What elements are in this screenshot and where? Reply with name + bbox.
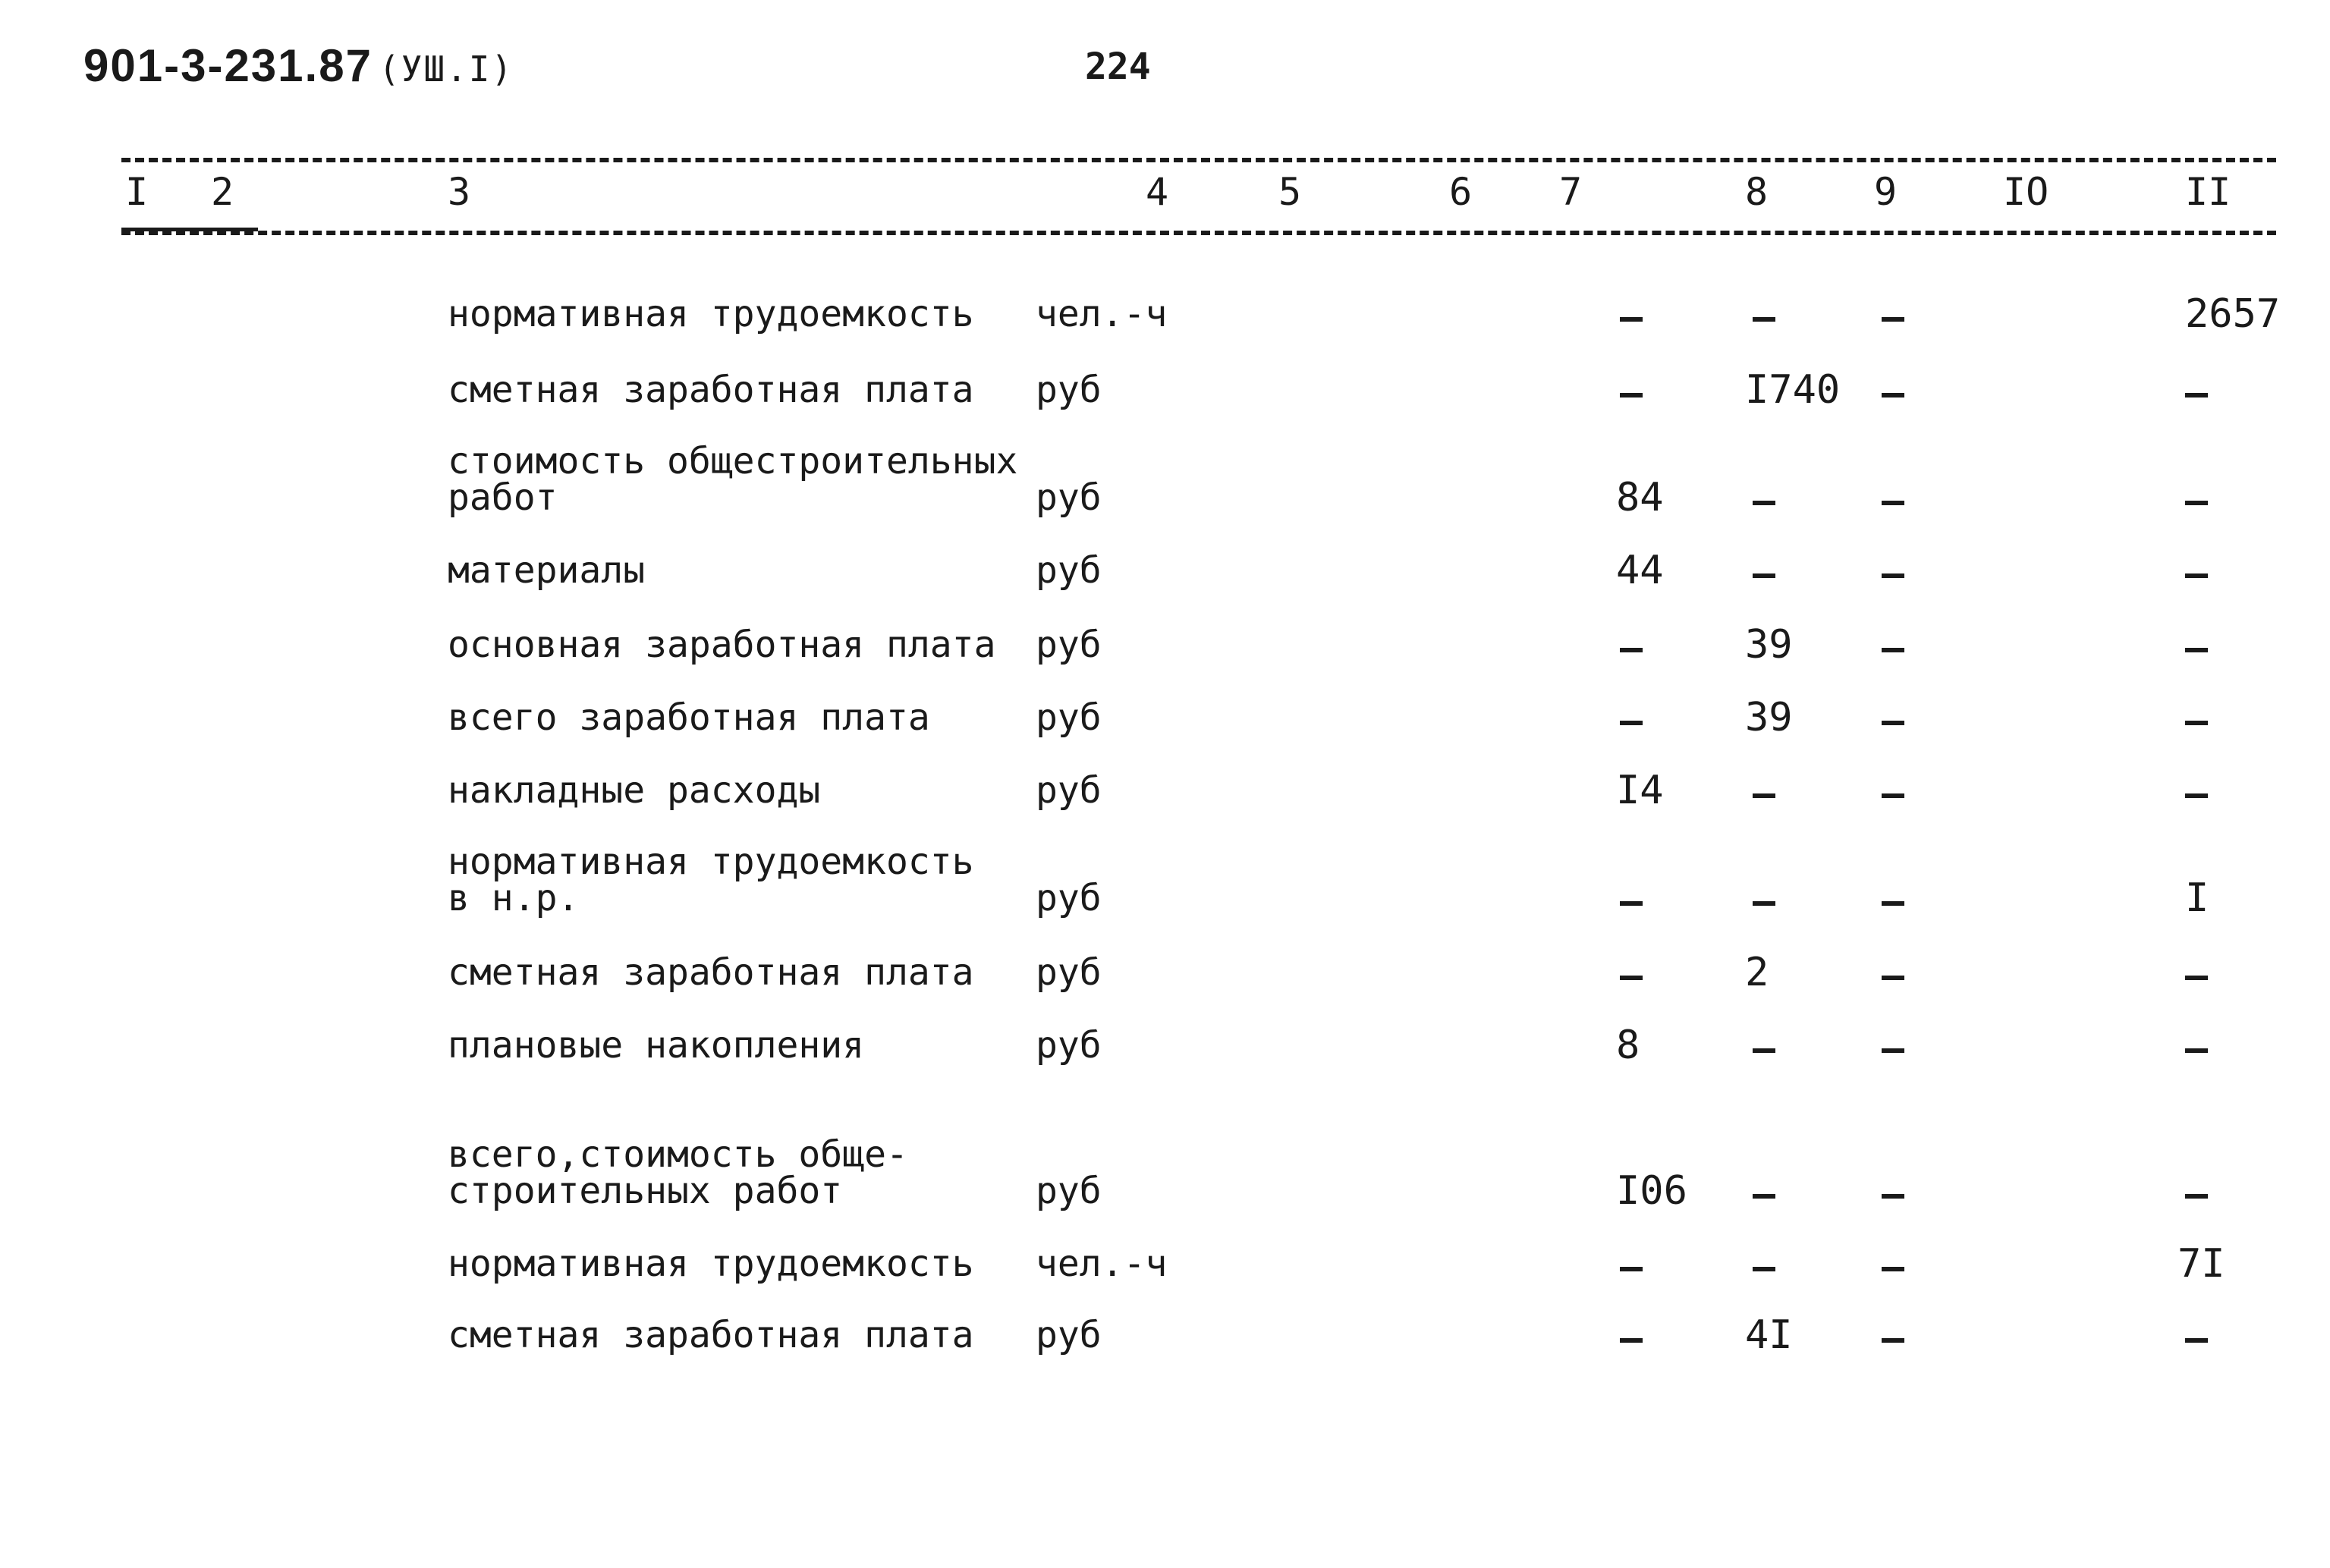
- cell-value-c7: I4: [1616, 768, 1664, 813]
- empty-dash-c8: [1753, 901, 1775, 906]
- empty-dash-c9: [1882, 1267, 1904, 1271]
- empty-dash-c7: [1620, 976, 1643, 980]
- empty-dash-c7: [1620, 393, 1643, 397]
- empty-dash-c8: [1753, 1267, 1775, 1271]
- row-label: сметная заработная плата: [448, 1314, 974, 1356]
- column-header-10: IO: [2003, 170, 2049, 214]
- empty-dash-c11: [2185, 793, 2208, 798]
- row-label: материалы: [448, 549, 646, 592]
- sheet-label: (УШ.I): [378, 49, 514, 90]
- empty-dash-c7: [1620, 648, 1643, 652]
- table-header-top-rule: [121, 158, 2276, 162]
- empty-dash-c11: [2185, 501, 2208, 505]
- empty-dash-c9: [1882, 793, 1904, 798]
- document-code-number: 901-3-231.87: [83, 40, 373, 91]
- row-unit: руб: [1036, 549, 1102, 592]
- row-unit: руб: [1036, 877, 1102, 919]
- empty-dash-c9: [1882, 901, 1904, 906]
- row-label: основная заработная плата: [448, 624, 996, 666]
- empty-dash-c9: [1882, 1194, 1904, 1199]
- empty-dash-c11: [2185, 976, 2208, 980]
- cell-value-c8: 39: [1745, 695, 1793, 740]
- table-header-bottom-rule: [121, 231, 2276, 235]
- empty-dash-c8: [1753, 317, 1775, 322]
- column-header-1: I: [125, 170, 149, 214]
- empty-dash-c9: [1882, 393, 1904, 397]
- column-header-8: 8: [1745, 170, 1769, 214]
- cell-value-c11: 7I: [2177, 1241, 2225, 1287]
- cell-value-c7: I06: [1616, 1168, 1687, 1214]
- column-header-3: 3: [448, 170, 471, 214]
- cell-value-c8: 4I: [1745, 1312, 1793, 1358]
- row-label: стоимость общестроительных: [448, 440, 1018, 482]
- empty-dash-c7: [1620, 1267, 1643, 1271]
- row-label: всего заработная плата: [448, 696, 930, 739]
- empty-dash-c8: [1753, 1048, 1775, 1053]
- row-unit: чел.-ч: [1036, 293, 1168, 335]
- empty-dash-c11: [2185, 721, 2208, 725]
- row-unit: руб: [1036, 1314, 1102, 1356]
- empty-dash-c7: [1620, 1338, 1643, 1343]
- row-label: нормативная трудоемкость: [448, 1243, 974, 1285]
- empty-dash-c7: [1620, 721, 1643, 725]
- empty-dash-c8: [1753, 793, 1775, 798]
- cell-value-c7: 84: [1616, 475, 1664, 520]
- row-label: всего,стоимость обще-: [448, 1133, 908, 1176]
- cell-value-c7: 8: [1616, 1023, 1640, 1068]
- cell-value-c11: I: [2185, 875, 2209, 921]
- row-unit: руб: [1036, 769, 1102, 812]
- empty-dash-c11: [2185, 1048, 2208, 1053]
- empty-dash-c8: [1753, 1194, 1775, 1199]
- column-1-2-underline: [121, 228, 258, 231]
- empty-dash-c7: [1620, 901, 1643, 906]
- row-label: нормативная трудоемкость: [448, 841, 974, 883]
- page-number: 224: [1085, 46, 1151, 88]
- empty-dash-c9: [1882, 721, 1904, 725]
- row-unit: руб: [1036, 951, 1102, 994]
- cell-value-c8: 39: [1745, 622, 1793, 668]
- empty-dash-c11: [2185, 1194, 2208, 1199]
- empty-dash-c11: [2185, 573, 2208, 578]
- empty-dash-c9: [1882, 648, 1904, 652]
- empty-dash-c9: [1882, 976, 1904, 980]
- cell-value-c8: 2: [1745, 950, 1769, 995]
- row-label: сметная заработная плата: [448, 369, 974, 411]
- row-label: работ: [448, 476, 558, 519]
- column-header-4: 4: [1146, 170, 1169, 214]
- row-unit: руб: [1036, 624, 1102, 666]
- row-unit: руб: [1036, 1024, 1102, 1067]
- row-unit: руб: [1036, 369, 1102, 411]
- row-label: нормативная трудоемкость: [448, 293, 974, 335]
- column-header-11: II: [2185, 170, 2231, 214]
- empty-dash-c8: [1753, 573, 1775, 578]
- empty-dash-c9: [1882, 573, 1904, 578]
- column-header-6: 6: [1449, 170, 1473, 214]
- row-label: сметная заработная плата: [448, 951, 974, 994]
- empty-dash-c11: [2185, 393, 2208, 397]
- empty-dash-c11: [2185, 648, 2208, 652]
- row-unit: руб: [1036, 1170, 1102, 1212]
- row-label: строительных работ: [448, 1170, 843, 1212]
- column-header-9: 9: [1874, 170, 1898, 214]
- column-header-2: 2: [211, 170, 234, 214]
- empty-dash-c9: [1882, 501, 1904, 505]
- cell-value-c8: I740: [1745, 367, 1841, 413]
- empty-dash-c7: [1620, 317, 1643, 322]
- row-label: в н.р.: [448, 877, 580, 919]
- row-label: плановые накопления: [448, 1024, 865, 1067]
- row-unit: руб: [1036, 696, 1102, 739]
- empty-dash-c11: [2185, 1338, 2208, 1343]
- empty-dash-c9: [1882, 1338, 1904, 1343]
- cell-value-c11: 2657: [2185, 291, 2281, 337]
- row-unit: чел.-ч: [1036, 1243, 1168, 1285]
- document-code: [83, 39, 514, 92]
- column-header-5: 5: [1278, 170, 1302, 214]
- column-header-7: 7: [1559, 170, 1583, 214]
- row-label: накладные расходы: [448, 769, 821, 812]
- cell-value-c7: 44: [1616, 548, 1664, 593]
- empty-dash-c9: [1882, 317, 1904, 322]
- empty-dash-c8: [1753, 501, 1775, 505]
- row-unit: руб: [1036, 476, 1102, 519]
- empty-dash-c9: [1882, 1048, 1904, 1053]
